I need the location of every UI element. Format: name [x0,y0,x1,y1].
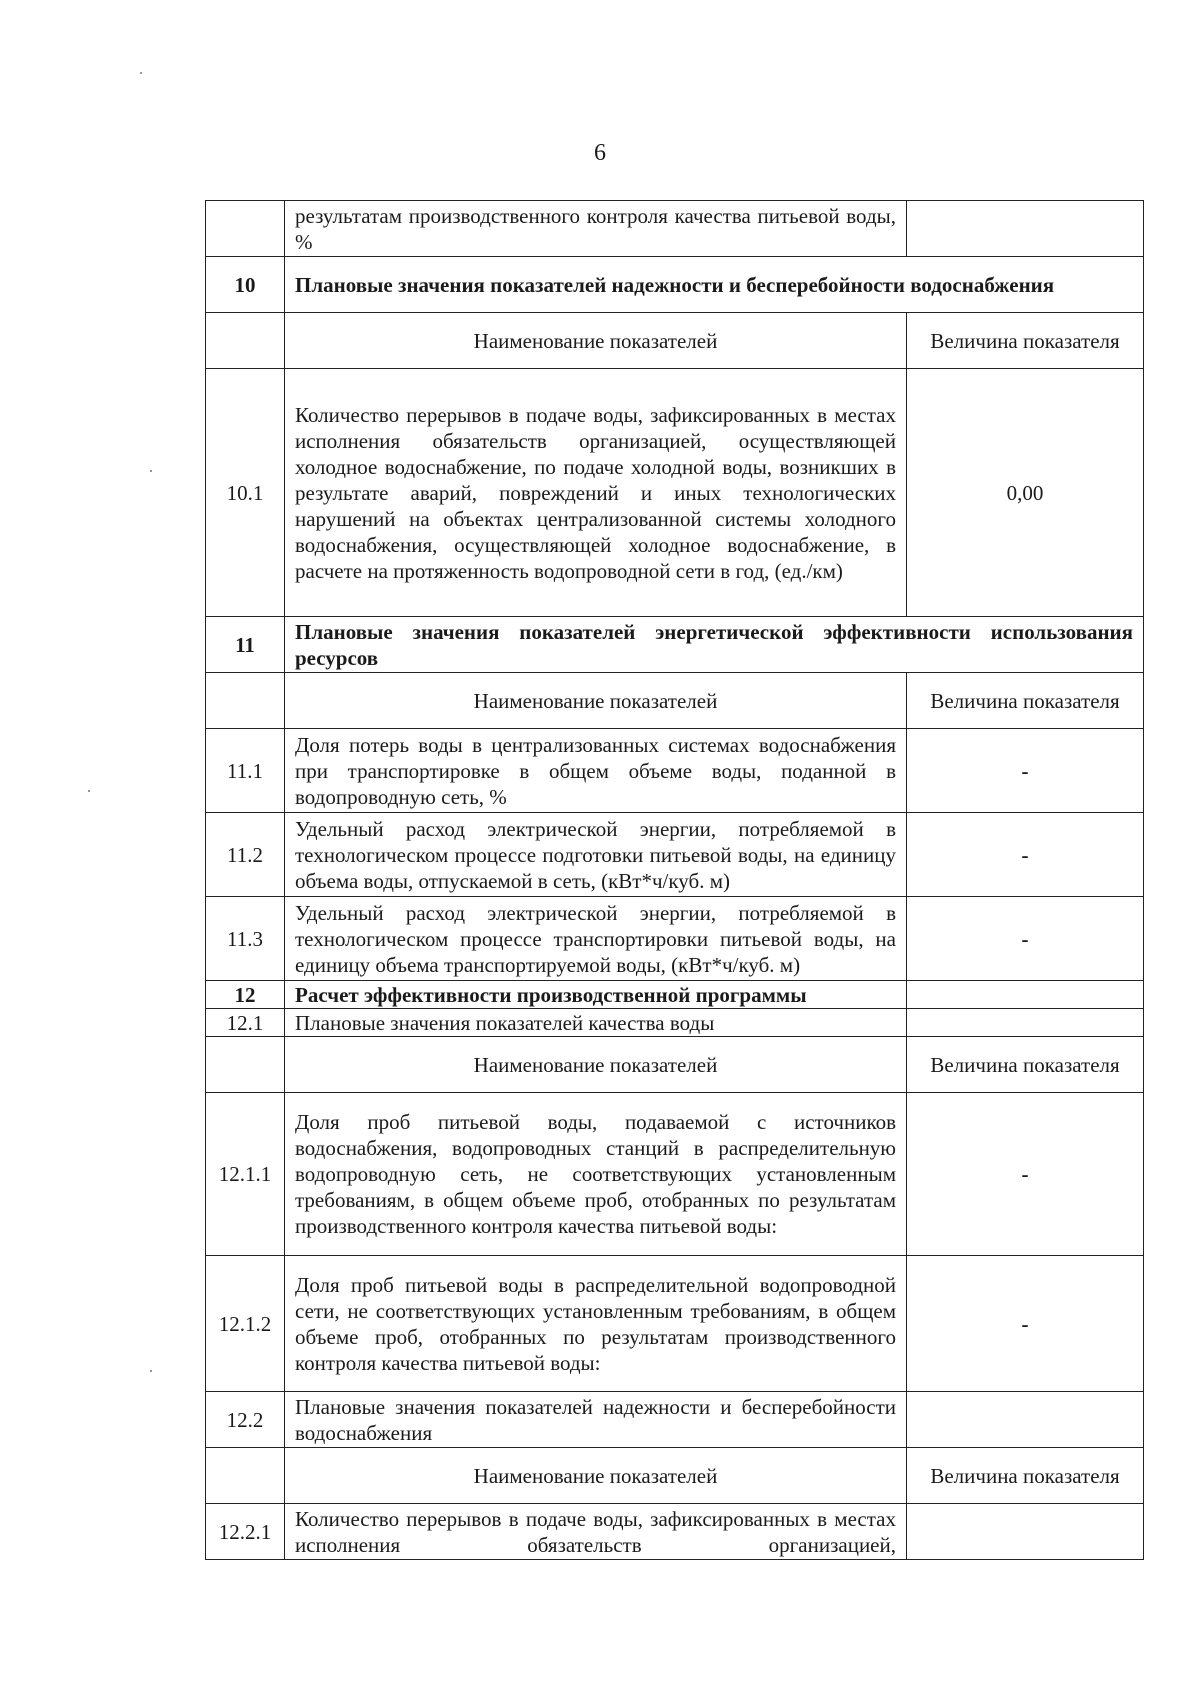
indicator-text: Удельный расход электрической энергии, потребляемой в технологическом процессе транспортировки питьевой воды, на единицу объема транспортируемой воды, (кВт*ч/куб. м) [285,897,907,981]
column-header-name: Наименование показателей [285,673,907,729]
scan-speck [88,790,90,792]
row-number: 11.2 [206,813,285,897]
indicator-value [907,981,1144,1009]
section-title: Плановые значения показателей надежности и бесперебойности водоснабжения [285,257,1144,313]
table-row [206,897,1144,981]
section-row [206,981,1144,1009]
section-row [206,617,1144,673]
row-number: 10.1 [206,369,285,617]
scan-speck [150,1370,152,1372]
section-number: 12 [206,981,285,1009]
page-number: 6 [594,140,606,166]
table-row [206,729,1144,813]
column-header-name: Наименование показателей [285,1448,907,1504]
indicator-value [907,1392,1144,1448]
column-header-row [206,673,1144,729]
row-number [206,201,285,257]
table-row [206,201,1144,257]
column-header-value: Величина показателя [907,313,1144,369]
row-number: 11.1 [206,729,285,813]
indicator-value [907,1504,1144,1560]
indicator-text: Доля потерь воды в централизованных системах водоснабжения при транспортировке в общем объеме воды, поданной в водопроводную сеть, % [285,729,907,813]
indicator-value [907,1009,1144,1037]
indicator-text: Количество перерывов в подаче воды, зафиксированных в местах исполнения обязательств организацией, [285,1504,907,1560]
row-number: 11.3 [206,897,285,981]
indicator-value: - [907,1093,1144,1256]
row-number: 12.2.1 [206,1504,285,1560]
section-title: Расчет эффективности производственной программы [285,981,907,1009]
table-row [206,813,1144,897]
table-row [206,369,1144,617]
scan-speck [140,72,142,74]
column-header-name: Наименование показателей [285,313,907,369]
section-number: 10 [206,257,285,313]
column-header-value: Величина показателя [907,673,1144,729]
row-number: 12.1.1 [206,1093,285,1256]
indicator-text: Плановые значения показателей качества воды [285,1009,907,1037]
indicator-text: Доля проб питьевой воды в распределительной водопроводной сети, не соответствующих установленным требованиям, в общем объеме проб, отобранных по результатам производственного контроля качества питьевой воды: [285,1256,907,1392]
table-row [206,1256,1144,1392]
column-header-row [206,1448,1144,1504]
indicator-value: - [907,813,1144,897]
column-header-value: Величина показателя [907,1448,1144,1504]
section-number: 11 [206,617,285,673]
indicator-value: - [907,897,1144,981]
table-row [206,1009,1144,1037]
column-header-row [206,1037,1144,1093]
scan-speck [150,470,152,472]
row-number: 12.1.2 [206,1256,285,1392]
section-title: Плановые значения показателей энергетической эффективности использования ресурсов [285,617,1144,673]
column-header-value: Величина показателя [907,1037,1144,1093]
section-row [206,257,1144,313]
column-header-name: Наименование показателей [285,1037,907,1093]
indicator-value [907,201,1144,257]
indicator-text: Плановые значения показателей надежности и бесперебойности водоснабжения [285,1392,907,1448]
indicator-text: результатам производственного контроля качества питьевой воды, % [285,201,907,257]
indicator-value: - [907,729,1144,813]
row-number: 12.1 [206,1009,285,1037]
indicator-value: - [907,1256,1144,1392]
indicator-value: 0,00 [907,369,1144,617]
table-row [206,1392,1144,1448]
table-row [206,1093,1144,1256]
indicator-text: Количество перерывов в подаче воды, зафиксированных в местах исполнения обязательств организацией, осуществляющей холодное водоснабжение, по подаче холодной воды, возникших в результате аварий, повреждений и иных технологических нарушений на объектах централизованной системы холодного водоснабжения, осуществляющей холодное водоснабжение, в расчете на протяженность водопроводной сети в год, (ед./км) [285,369,907,617]
indicator-text: Удельный расход электрической энергии, потребляемой в технологическом процессе подготовки питьевой воды, на единицу объема воды, отпускаемой в сеть, (кВт*ч/куб. м) [285,813,907,897]
indicators-table [205,200,1144,1560]
table-row [206,1504,1144,1560]
indicator-text: Доля проб питьевой воды, подаваемой с источников водоснабжения, водопроводных станций в распределительную водопроводную сеть, не соответствующих установленным требованиям, в общем объеме проб, отобранных по результатам производственного контроля качества питьевой воды: [285,1093,907,1256]
column-header-row [206,313,1144,369]
row-number: 12.2 [206,1392,285,1448]
